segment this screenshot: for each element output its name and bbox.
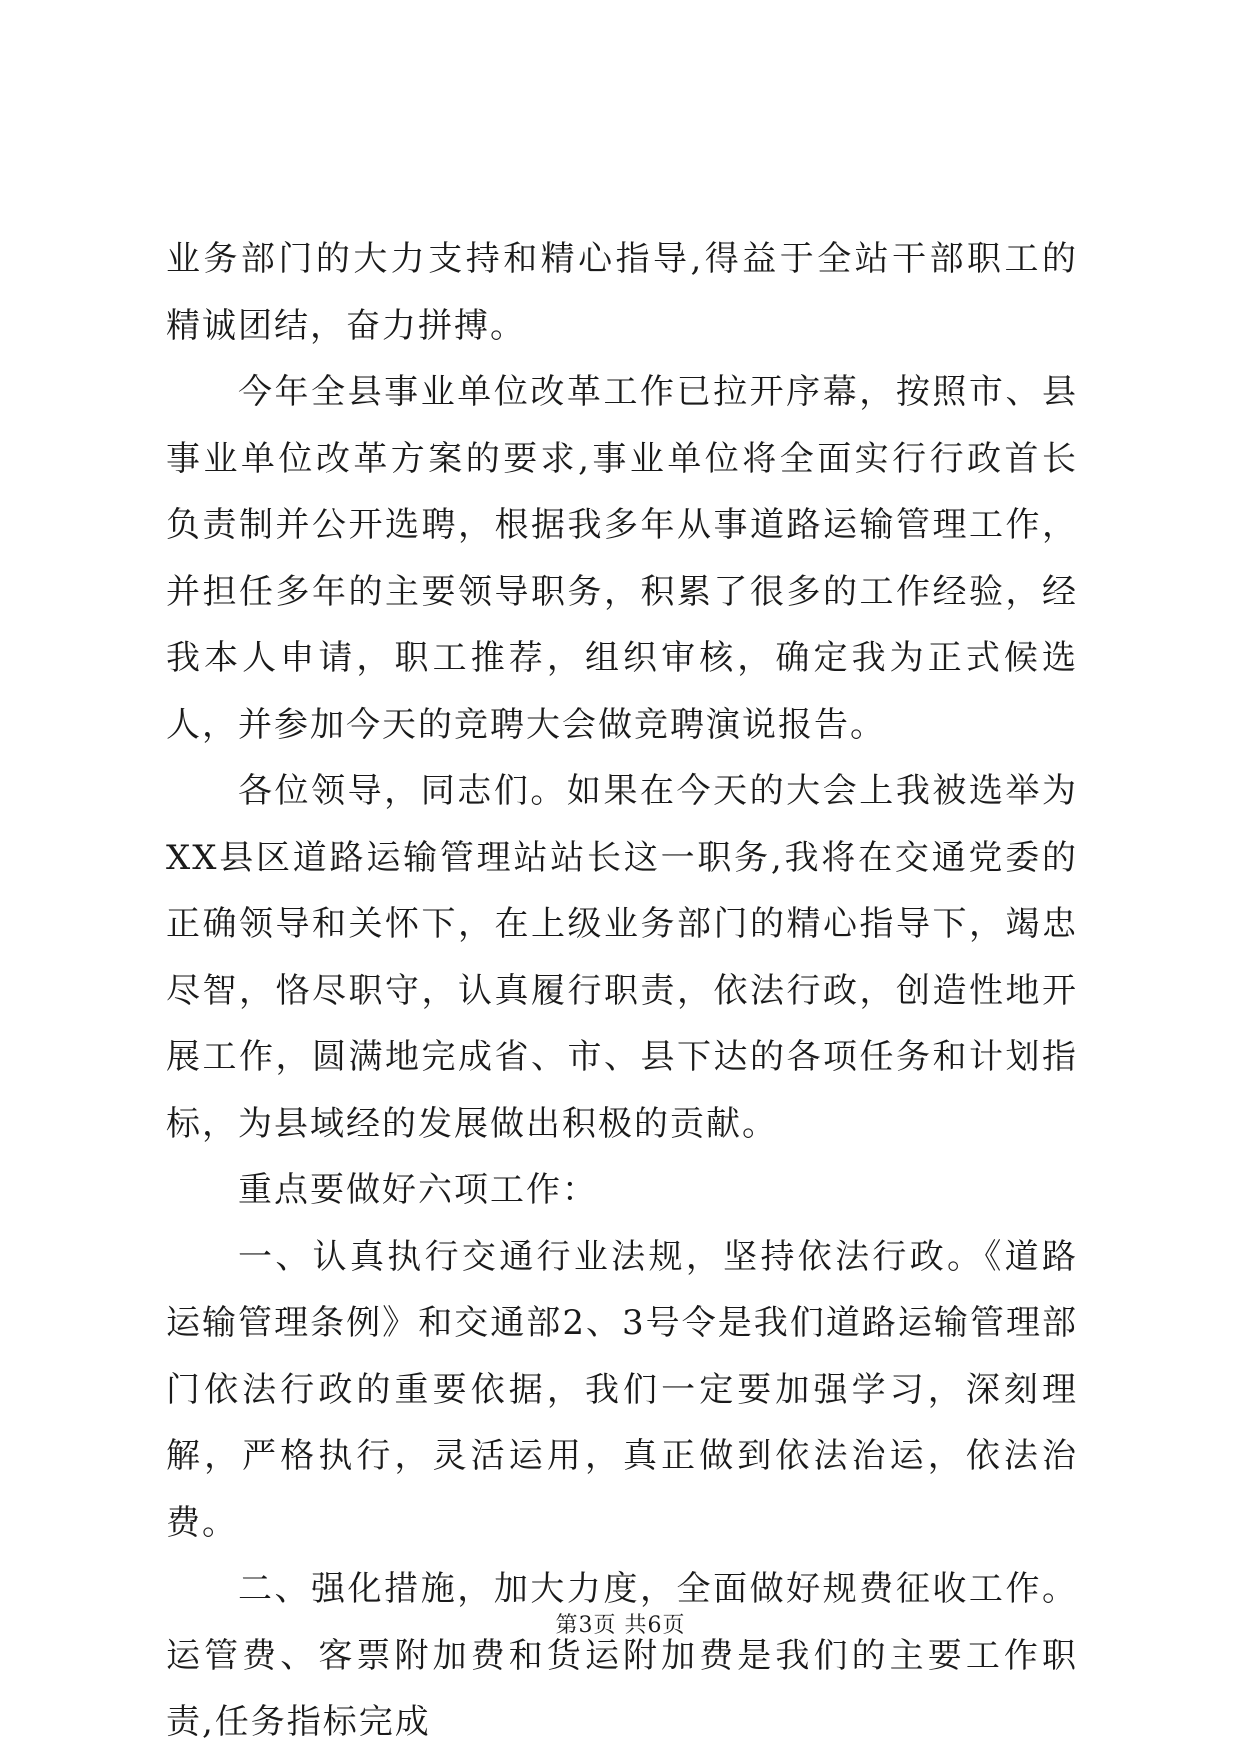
paragraph-4: 重点要做好六项工作： — [238, 1170, 598, 1210]
paragraph-2: 今年全县事业单位改革工作已拉开序幕，按照市、县事业单位改革方案的要求,事业单位将全面实行行政首长负责制并公开选聘，根据我多年从事道路运输管理工作，并担任多年的主要领导职务，积累了很多的工作经验，经我本人申请，职工推荐，组织审核，确定我为正式候选人，并参加今天的竞聘大会做竞聘演说报告。 — [166, 372, 1078, 745]
paragraph-5: 一、认真执行交通行业法规，坚持依法行政。《道路运输管理条例》和交通部2、3号令是我们道路运输管理部门依法行政的重要依据，我们一定要加强学习，深刻理解，严格执行，灵活运用，真正做到依法治运，依法治费。 — [166, 1236, 1078, 1543]
page-footer — [0, 1611, 1241, 1641]
paragraph-1: 业务部门的大力支持和精心指导,得益于全站干部职工的精诚团结，奋力拼搏。 — [166, 239, 1078, 346]
paragraph-3: 各位领导，同志们。如果在今天的大会上我被选举为XX县区道路运输管理站站长这一职务,我将在交通党委的正确领导和关怀下，在上级业务部门的精心指导下，竭忠尽智，恪尽职守，认真履行职责，依法行政，创造性地开展工作，圆满地完成省、市、县下达的各项任务和计划指标，为县域经的发展做出积极的贡献。 — [166, 771, 1078, 1144]
paragraph-6: 二、强化措施，加大力度，全面做好规费征收工作。运管费、客票附加费和货运附加费是我们的主要工作职责,任务指标完成 — [166, 1569, 1078, 1742]
page-number-label: 第3页 共6页 — [555, 1613, 686, 1638]
document-body — [166, 226, 1078, 1756]
